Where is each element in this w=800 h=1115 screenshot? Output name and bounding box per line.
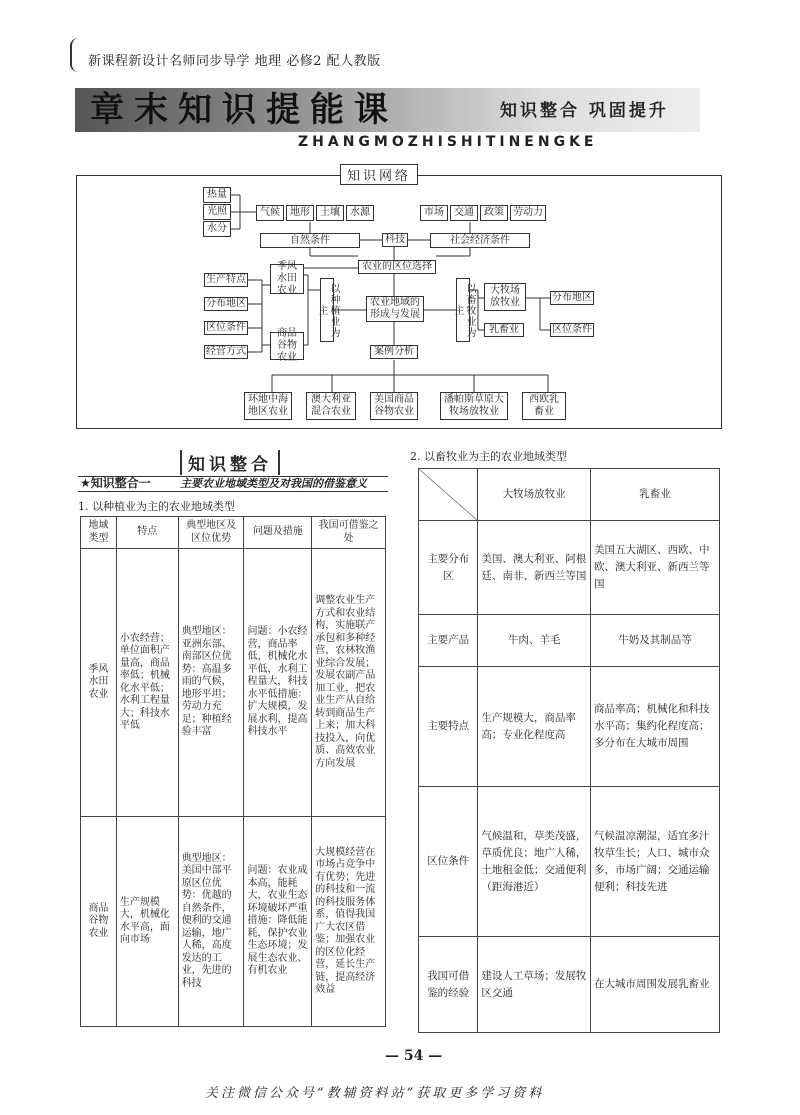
table2-row-label: 主要产品 (419, 615, 478, 667)
node-dairy: 乳畜业 (484, 323, 524, 337)
table1-cell: 生产规模大，机械化水平高，面向市场 (116, 817, 178, 1027)
table1-cell: 商品谷物农业 (81, 817, 117, 1027)
chapter-title: 章末知识提能课 (90, 90, 398, 130)
table2-cell: 牛肉、羊毛 (478, 615, 591, 667)
table2-row-label: 区位条件 (419, 787, 478, 937)
table2-row-label: 主要分布区 (419, 521, 478, 615)
table2-title: 2. 以畜牧业为主的农业地域类型 (410, 450, 567, 463)
section-subtitle: 主要农业地域类型及对我国的借鉴意义 (180, 477, 367, 490)
node-labor: 劳动力 (510, 205, 546, 221)
running-header: 新课程新设计名师同步导学 地理 必修2 配人教版 (88, 54, 381, 69)
node-animal: 以畜牧业为主 (456, 278, 470, 342)
node-rice: 季风水田农业 (270, 264, 304, 294)
node-case-4: 潘帕斯草原大牧场放牧业 (440, 392, 508, 420)
table1-header: 问题及措施 (244, 517, 312, 549)
table1-header: 我国可借鉴之处 (312, 517, 386, 549)
table2-cell: 美国五大湖区、西欧、中欧、澳大利亚、新西兰等国 (590, 521, 719, 615)
node-ranch: 大牧场放牧业 (484, 283, 526, 311)
node-heat: 热量 (203, 187, 231, 203)
node-social: 社会经济条件 (430, 233, 530, 248)
table1-cell: 小农经营；单位面积产量高，商品率低；机械化水平低；水利工程量大；科技水平低 (116, 549, 178, 817)
table-planting-agriculture (80, 516, 386, 1027)
node-market: 市场 (420, 205, 448, 221)
page-number: — 54 — (385, 1048, 443, 1064)
table-livestock-agriculture (418, 468, 720, 1033)
table2-cell: 商品率高；机械化和科技水平高；集约化程度高；多分布在大城市周围 (590, 667, 719, 787)
node-case-2: 澳大利亚混合农业 (306, 392, 356, 420)
node-terrain: 地形 (286, 205, 314, 221)
node-prod: 生产特点 (206, 274, 246, 285)
node-case-3: 美国商品谷物农业 (370, 392, 418, 420)
node-policy: 政策 (480, 205, 508, 221)
table1-header: 特点 (116, 517, 178, 549)
node-climate: 气候 (256, 205, 284, 221)
node-cond2: 区位条件 (552, 324, 592, 335)
section-title: 知识整合 (180, 450, 280, 475)
table2-corner (419, 469, 478, 521)
node-grain: 商品谷物农业 (270, 332, 304, 360)
table1-title: 1. 以种植业为主的农业地域类型 (78, 500, 235, 513)
table2-cell: 在大城市周围发展乳畜业 (590, 937, 719, 1033)
table1-cell: 典型地区：亚洲东部、南部区位优势：高温多雨的气候，地形平坦；劳动力充足；种植经验丰富 (178, 549, 244, 817)
node-case: 案例分析 (370, 345, 418, 359)
knowledge-network-title: 知识网络 (340, 164, 418, 185)
table2-row-label: 我国可借鉴的经验 (419, 937, 478, 1033)
table1-header: 地域类型 (81, 517, 117, 549)
table1-cell: 问题：农业成本高，能耗大，农业生态环境破坏严重措施：降低能耗，保护农业生态环境；发展生态农业、有机农业 (244, 817, 312, 1027)
section-label: ★知识整合一 (80, 476, 151, 490)
footer-note: 关注微信公众号“教辅资料站”获取更多学习资料 (205, 1086, 545, 1101)
table2-cell: 气候温凉潮湿，适宜多汁牧草生长；人口、城市众多，市场广阔；交通运输便利；科技先进 (590, 787, 719, 937)
node-light: 光照 (203, 204, 231, 220)
table2-cell: 牛奶及其制品等 (590, 615, 719, 667)
pinyin-title: ZHANGMOZHISHITINENGKE (298, 134, 598, 150)
node-plant: 以种植业为主 (320, 278, 334, 342)
table1-cell: 季风水田农业 (81, 549, 117, 817)
node-dist: 分布地区 (206, 298, 246, 309)
node-tech: 科技 (382, 233, 408, 247)
table2-cell: 建设人工草场；发展牧区交通 (478, 937, 591, 1033)
node-dist2: 分布地区 (552, 292, 592, 303)
chapter-subtitle: 知识整合 巩固提升 (500, 101, 669, 121)
table2-header: 乳畜业 (590, 469, 719, 521)
node-soil: 土壤 (316, 205, 344, 221)
table1-header: 典型地区及区位优势 (178, 517, 244, 549)
node-location: 农业的区位选择 (358, 260, 436, 274)
table2-header: 大牧场放牧业 (478, 469, 591, 521)
table1-cell: 大规模经营在市场占竞争中有优势；先进的科技和一流的科技服务体系，值得我国广大农区借鉴；加强农业的区位化经营，延长生产链，提高经济效益 (312, 817, 386, 1027)
node-water: 水分 (203, 221, 231, 237)
table1-cell: 调整农业生产方式和农业结构，实施联产承包和多种经营，农林牧渔业综合发展；发展农副产品加工业，把农业生产从自给转到商品生产上来；加大科技投入，向优质、高效农业方向发展 (312, 549, 386, 817)
node-watersrc: 水源 (346, 205, 374, 221)
node-case-5: 西欧乳畜业 (522, 392, 566, 420)
table2-cell: 生产规模大，商品率高；专业化程度高 (478, 667, 591, 787)
node-farmtype: 农业地域的形成与发展 (366, 296, 424, 322)
node-natural: 自然条件 (260, 233, 360, 248)
table2-cell: 气候温和，草类茂盛，草质优良；地广人稀，土地租金低；交通便利（距海港近） (478, 787, 591, 937)
node-cond: 区位条件 (206, 322, 246, 333)
table1-cell: 问题：小农经营，商品率低，机械化水平低，水利工程量大，科技水平低措施：扩大规模，发展水利，提高科技水平 (244, 549, 312, 817)
table1-cell: 典型地区：美国中部平原区位优势：优越的自然条件，便利的交通运输，地广人稀，高度发达的工业，先进的科技 (178, 817, 244, 1027)
node-mode: 经营方式 (206, 346, 246, 357)
table2-cell: 美国、澳大利亚、阿根廷、南非、新西兰等国 (478, 521, 591, 615)
table2-row-label: 主要特点 (419, 667, 478, 787)
node-case-1: 环地中海地区农业 (244, 392, 292, 420)
node-transport: 交通 (450, 205, 478, 221)
